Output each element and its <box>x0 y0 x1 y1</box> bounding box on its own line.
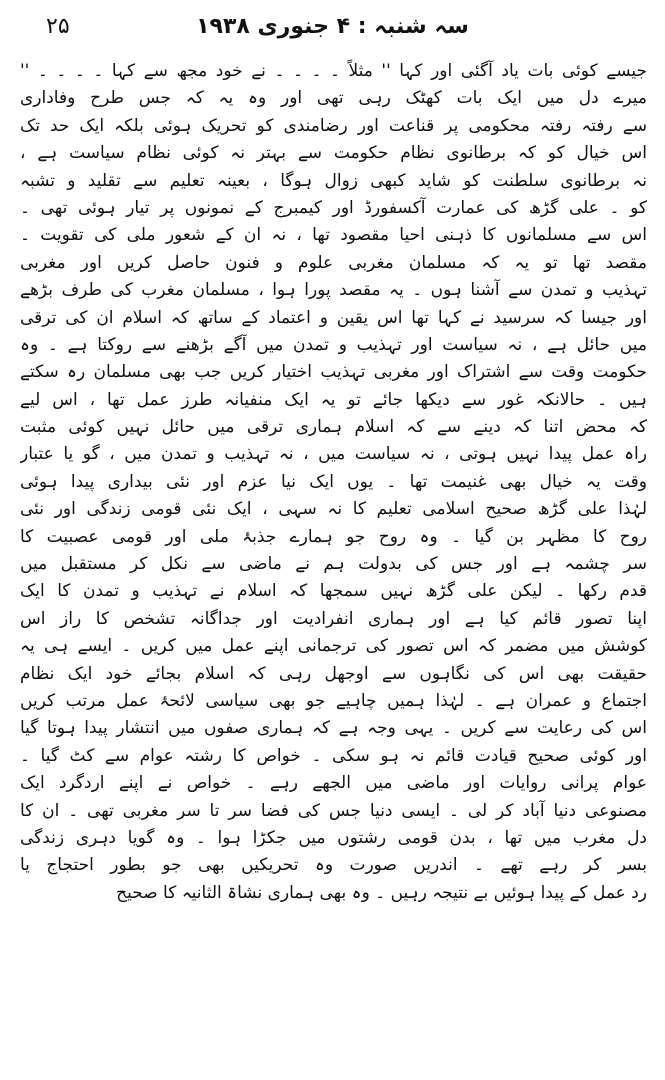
text-line: رد عمل کے پیدا ہوئیں بے نتیجہ رہیں ۔ وہ بھی ہماری نشاۃ الثانیہ کا صحیح <box>116 882 647 903</box>
text-line: دل مغرب میں تھا ، بدن قومی رشتوں میں جکڑا ہوا ۔ وہ گویا دہری زندگی <box>20 827 647 848</box>
text-line: مقصد تھا تو یہ کہ مسلمان مغربی علوم و فنون حاصل کریں اور مغربی <box>20 252 647 273</box>
text-line: روح کا مظہر بن گیا ۔ وہ روح جو ہمارے جذبۂ ملی اور قومی عصبیت کا <box>20 526 647 547</box>
text-line: کو ۔ علی گڑھ کی عمارت آکسفورڈ اور کیمبرج کے نمونوں پر تیار ہوئی تھی ۔ <box>20 197 647 218</box>
text-line: کہ محض اتنا کہ دینے سے کہ اسلام ہماری ترقی میں حائل نہیں کوئی مثبت <box>20 417 647 438</box>
text-line: حکومت وقت سے اشتراک اور مغربی تہذیب اختیار کریں جب بھی مسلمان رہ سکتے <box>20 362 647 383</box>
text-line: عوام پرانی روایات اور ماضی میں الجھے رہے ۔ خواص نے اپنے اردگرد ایک <box>20 773 647 794</box>
text-line: اس سے مسلمانوں کا ذہنی احیا مقصود تھا ، نہ ان کے شعور ملی کی تقویت ۔ <box>20 225 647 246</box>
text-line: میرے دل میں ایک بات کھٹک رہی تھی اور وہ یہ کہ جس طرح وفاداری <box>20 88 647 109</box>
text-line: میں حائل ہے ، نہ سیاست اور تہذیب و تمدن میں آگے بڑھنے سے روکتا ہے ۔ وہ <box>20 334 647 355</box>
text-line: اس کی رعایت سے کریں ۔ یہی وجہ ہے کہ ہماری صفوں میں انتشار پیدا ہوتا گیا <box>20 718 647 739</box>
body-text <box>14 58 651 907</box>
text-line: حقیقت بھی اس کی نگاہوں سے اوجھل رہی کہ اسلام بجائے خود ایک نظام <box>20 663 647 684</box>
text-line: اور کوئی صحیح قیادت قائم نہ ہو سکی ۔ خواص کا رشتہ عوام سے کٹ گیا ۔ <box>20 745 647 766</box>
text-line: نہ برطانوی سلطنت کو شاید کبھی زوال ہوگا ، بعینہ تعلیم سے تقلید و تشبہ <box>20 170 647 191</box>
text-line: سر چشمہ ہے اور جس کی بدولت ہم نے ماضی سے نکل کر مستقبل میں <box>20 554 647 575</box>
text-line: اجتماع و عمران ہے ۔ لہٰذا ہمیں چاہیے جو بھی سیاسی لائحۂ عمل مرتب کریں <box>20 690 647 711</box>
text-line: کوشش میں مضمر کہ اس تصور کی ترجمانی اپنے عمل میں کریں ۔ ایسے ہی یہ <box>20 636 647 657</box>
text-line: لہٰذا علی گڑھ صحیح اسلامی تعلیم کا نہ سہی ، ایک نئی قومی زندگی اور نئی <box>20 499 647 520</box>
text-line: قدم رکھا ۔ لیکن علی گڑھ نہیں سمجھا کہ اسلام نے تہذیب و تمدن کا ایک <box>20 581 647 602</box>
text-line: مصنوعی دنیا آباد کر لی ۔ ایسی دنیا جس کی فضا سر تا سر مغربی تھی ۔ ان کا <box>20 800 647 821</box>
text-line: اپنا تصور قائم کیا ہے اور ہماری انفرادیت اور جداگانہ تشخص کا راز اس <box>20 608 647 629</box>
text-line: اور جیسا کہ سرسید نے کہا تھا اس یقین و اعتماد کے ساتھ کہ اسلام ان کی ترقی <box>20 307 647 328</box>
text-line: وقت یہ خیال بھی غنیمت تھا ۔ یوں ایک نیا عزم اور نئی بیداری پیدا ہوئی <box>20 471 647 492</box>
text-line: سے رفتہ رفتہ محکومی پر قناعت اور رضامندی کو تحریک ہوئی بلکہ ایک حد تک <box>20 115 647 136</box>
text-line: جیسے کوئی بات یاد آگئی اور کہا '' مثلاً ۔ ۔ ۔ ۔ نے خود مجھ سے کہا ۔ ۔ ۔ ۔ '' <box>20 61 647 81</box>
text-line: اس خیال کو کہ برطانوی نظام حکومت سے بہتر نہ کوئی نظام سیاست ہے ، <box>20 143 647 164</box>
page-date-heading: سہ شنبہ : ۴ جنوری ۱۹۳۸ <box>196 14 469 39</box>
text-line: راہ عمل پیدا نہیں ہوتی ، نہ سیاست میں ، نہ تہذیب و تمدن میں ، گو یا عتبار <box>20 444 647 465</box>
page-number: ۲۵ <box>46 14 70 39</box>
text-line: بسر کر رہے تھے ۔ اندریں صورت وہ تحریکیں بھی جو بطور احتجاج یا <box>20 855 647 876</box>
text-line: تہذیب و تمدن سے آشنا ہوں ۔ یہ مقصد پورا ہوا ، مسلمان مغرب کی طرف بڑھے <box>20 280 647 301</box>
page-header <box>14 14 651 58</box>
text-line: ہیں ۔ حالانکہ غور سے دیکھا جائے تو یہ ایک منفیانہ طرز عمل تھا ، اس لیے <box>20 389 647 410</box>
